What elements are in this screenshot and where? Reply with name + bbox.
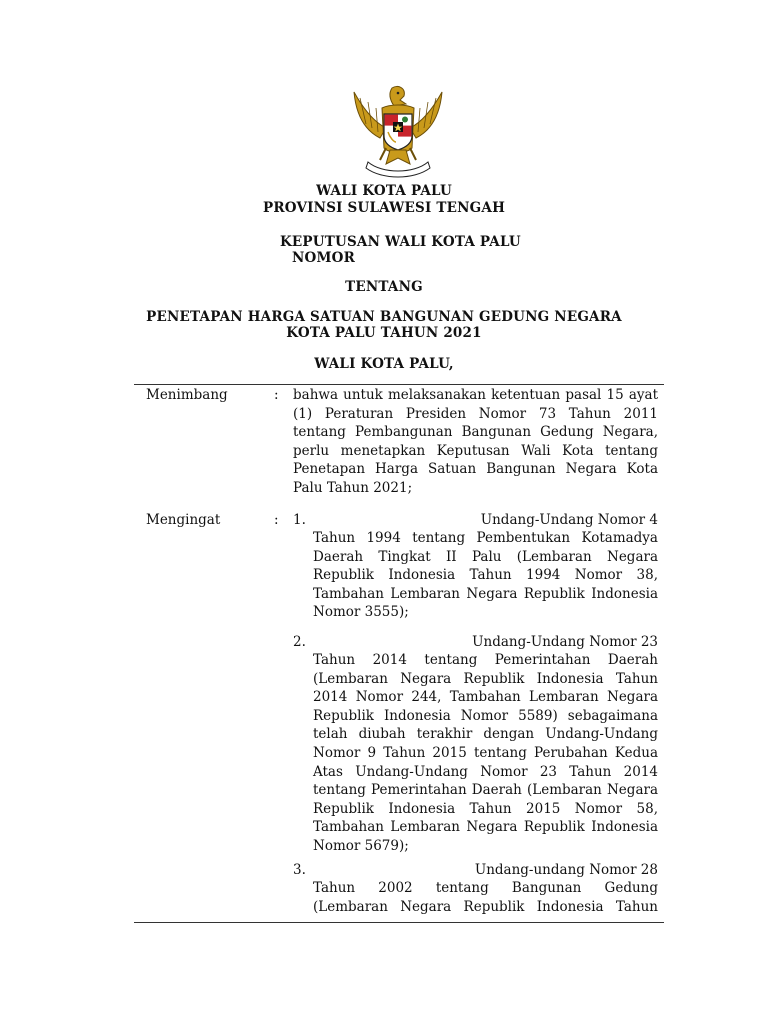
garuda-emblem-icon <box>346 84 450 180</box>
decree-title: KEPUTUSAN WALI KOTA PALU <box>280 234 521 250</box>
mengingat-item-lead: Undang-undang Nomor 28 <box>474 862 658 878</box>
mengingat-colon: : <box>274 512 279 528</box>
issuer-title: WALI KOTA PALU <box>316 183 452 199</box>
issuer-heading: WALI KOTA PALU, <box>314 356 454 372</box>
mengingat-item-number: 1. <box>293 512 306 528</box>
subject-line-1: PENETAPAN HARGA SATUAN BANGUNAN GEDUNG NEGARA <box>146 309 622 325</box>
menimbang-colon: : <box>274 387 279 403</box>
province-title: PROVINSI SULAWESI TENGAH <box>262 200 506 216</box>
menimbang-text: bahwa untuk melaksanakan ketentuan pasal 15 ayat (1) Peraturan Presiden Nomor 73 Tahun 2011 tentang Pembangunan Bangunan Gedung Negara, perlu menetapkan Keputusan Wali Kota tentang Penetapan Harga Satuan Bangunan Negara Kota Palu Tahun 2021; <box>293 387 658 496</box>
table-top-rule <box>134 384 664 385</box>
subject-line-2: KOTA PALU TAHUN 2021 <box>286 325 482 341</box>
mengingat-item-text: Tahun 2014 tentang Pemerintahan Daerah (Lembaran Negara Republik Indonesia Tahun 2014 Nomor 244, Tambahan Lembaran Negara Republik Indonesia Nomor 5589) sebagaimana telah diubah terakhir dengan Undang-Undang Nomor 9 Tahun 2015 tentang Perubahan Kedua Atas Undang-Undang Nomor 23 Tahun 2014 tentang Pemerintahan Daerah (Lembaran Negara Republik Indonesia Tahun 2015 Nomor 58, Tambahan Lembaran Negara Republik Indonesia Nomor 5679); <box>313 652 658 854</box>
mengingat-item-text: Tahun 2002 tentang Bangunan Gedung (Lembaran Negara Republik Indonesia Tahun <box>313 880 658 915</box>
table-bottom-rule <box>134 922 664 923</box>
mengingat-item-lead: Undang-Undang Nomor 4 <box>480 512 658 528</box>
mengingat-item-number: 2. <box>293 634 306 650</box>
decree-number: NOMOR <box>292 250 356 266</box>
mengingat-item-lead: Undang-Undang Nomor 23 <box>472 634 658 650</box>
mengingat-item-number: 3. <box>293 862 306 878</box>
mengingat-item-text: Tahun 1994 tentang Pembentukan Kotamadya Daerah Tingkat II Palu (Lembaran Negara Republik Indonesia Tahun 1994 Nomor 38, Tambahan Lembaran Negara Republik Indonesia Nomor 3555); <box>313 530 658 621</box>
menimbang-label: Menimbang <box>146 387 228 403</box>
tentang-heading: TENTANG <box>345 279 423 295</box>
mengingat-label: Mengingat <box>146 512 221 528</box>
